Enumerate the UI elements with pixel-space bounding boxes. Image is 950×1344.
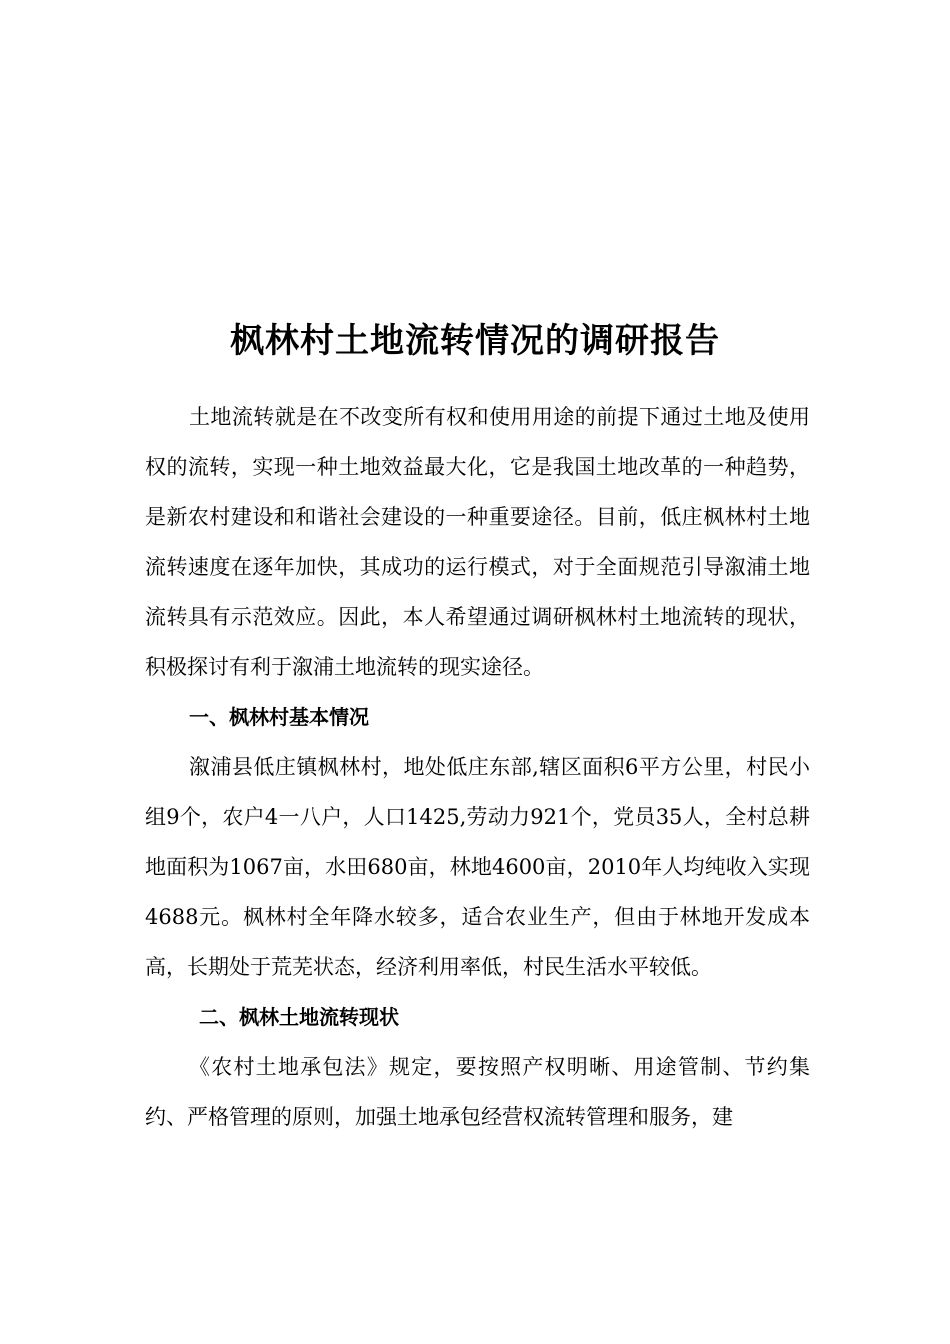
section-heading-basic-info: 一、枫林村基本情况	[189, 705, 369, 729]
document-title: 枫林村土地流转情况的调研报告	[230, 321, 720, 361]
intro-paragraph: 土地流转就是在不改变所有权和使用用途的前提下通过土地及使用权的流转，实现一种土地效益最大化，它是我国土地改革的一种趋势，是新农村建设和和谐社会建设的一种重要途径。目前，低庄枫林村土地流转速度在逐年加快，其成功的运行模式，对于全面规范引导溆浦土地流转具有示范效应。因此，本人希望通过调研枫林村土地流转的现状，积极探讨有利于溆浦土地流转的现实途径。	[145, 405, 810, 679]
basic-info-paragraph: 溆浦县低庄镇枫林村，地处低庄东部,辖区面积6平方公里，村民小组9个，农户4一八户，人口1425,劳动力921个，党员35人，全村总耕地面积为1067亩，水田680亩，林地4600亩，2010年人均纯收入实现4688元。枫林村全年降水较多，适合农业生产，但由于林地开发成本高，长期处于荒芜状态，经济利用率低，村民生活水平较低。	[145, 755, 810, 979]
document-body	[145, 392, 810, 1142]
transfer-status-paragraph: 《农村土地承包法》规定，要按照产权明晰、用途管制、节约集约、严格管理的原则，加强土地承包经营权流转管理和服务，建	[145, 1055, 810, 1129]
section-heading-transfer-status: 二、枫林土地流转现状	[199, 1005, 399, 1029]
